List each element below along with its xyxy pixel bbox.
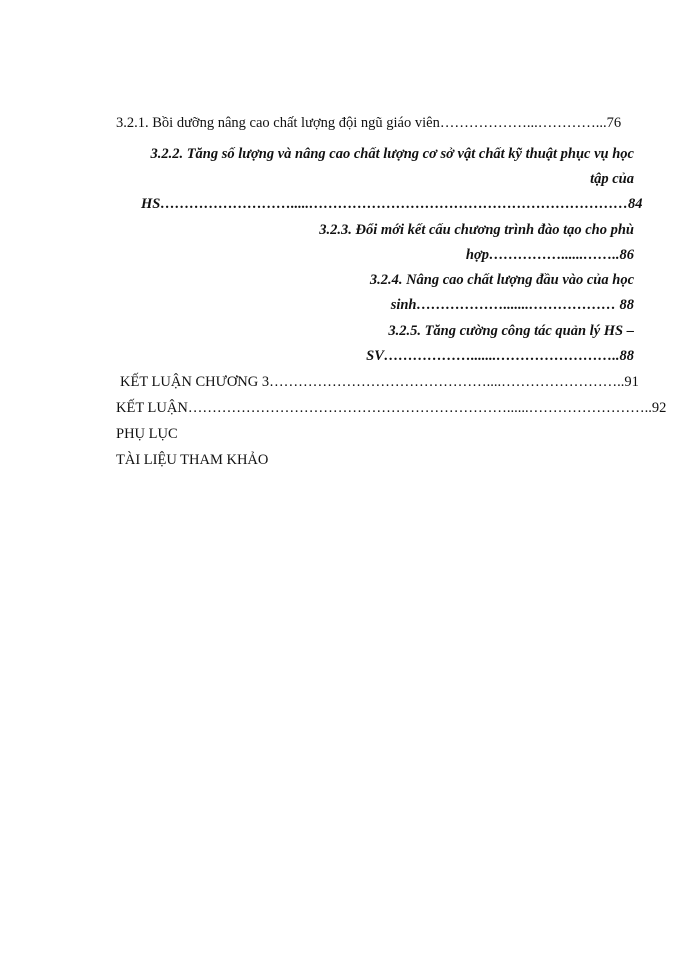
toc-entry-3-2-4-line-2: sinh……………….......……………… 88 [390, 297, 634, 313]
toc-entry-appendix: PHỤ LỤC [116, 426, 178, 442]
toc-entry-3-2-2-line-2: tập của [590, 171, 634, 187]
toc-entry-conclusion-chapter-3: KẾT LUẬN CHƯƠNG 3………………………………………....……………………..91 [120, 374, 639, 390]
toc-entry-3-2-2-line-3: HS……………………….....…………………………………………………………84 [141, 196, 643, 212]
toc-entry-conclusion: KẾT LUẬN…………………………………………………………......……………………..92 [116, 400, 667, 416]
toc-entry-3-2-3-line-1: 3.2.3. Đổi mới kết cấu chương trình đào tạo cho phù [319, 222, 634, 238]
toc-entry-3-2-1: 3.2.1. Bồi dưỡng nâng cao chất lượng đội ngũ giáo viên………………...…………...76 [116, 115, 622, 131]
toc-entry-3-2-5-line-2: SV……………….......……………………..88 [366, 348, 634, 364]
toc-entry-3-2-5-line-1: 3.2.5. Tăng cường công tác quản lý HS – [388, 323, 634, 339]
toc-entry-references: TÀI LIỆU THAM KHẢO [116, 452, 269, 468]
toc-entry-3-2-2-line-1: 3.2.2. Tăng số lượng và nâng cao chất lượng cơ sở vật chất kỹ thuật phục vụ học [150, 146, 634, 162]
toc-entry-3-2-4-line-1: 3.2.4. Nâng cao chất lượng đầu vào của học [369, 272, 634, 288]
toc-entry-3-2-3-line-2: hợp……………......……..86 [465, 247, 634, 263]
